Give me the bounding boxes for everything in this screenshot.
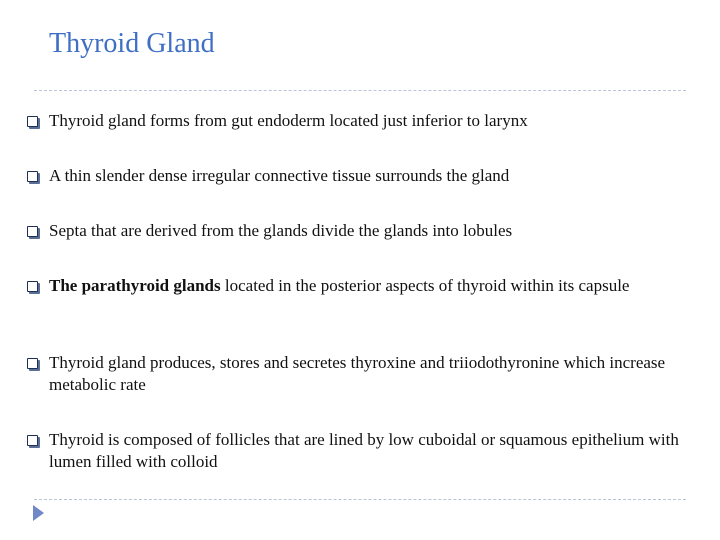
bullet-body-text: Septa that are derived from the glands divide the glands into lobules xyxy=(49,221,513,240)
square-bullet-icon xyxy=(27,226,38,237)
bullet-text xyxy=(49,352,679,396)
square-bullet-icon xyxy=(27,281,38,292)
bullet-body-text: located in the posterior aspects of thyroid within its capsule xyxy=(220,276,630,295)
slide-title: Thyroid Gland xyxy=(49,28,215,59)
bullet-text xyxy=(49,429,679,473)
square-bullet-icon xyxy=(27,435,38,446)
bottom-divider xyxy=(34,499,686,500)
bullet-body-text: Thyroid gland forms from gut endoderm located just inferior to larynx xyxy=(49,111,528,130)
bullet-bold-text: The parathyroid glands xyxy=(49,276,221,295)
bullet-text xyxy=(49,275,679,297)
bullet-body-text: Thyroid is composed of follicles that are lined by low cuboidal or squamous epithelium with lumen filled with colloid xyxy=(49,430,679,471)
square-bullet-icon xyxy=(27,171,38,182)
bullet-body-text: A thin slender dense irregular connective tissue surrounds the gland xyxy=(49,166,510,185)
bullet-text xyxy=(49,110,679,132)
bullet-text xyxy=(49,165,679,187)
bullet-text xyxy=(49,220,679,242)
bullet-body-text: Thyroid gland produces, stores and secretes thyroxine and triiodothyronine which increase metabolic rate xyxy=(49,353,666,394)
triangle-right-icon[interactable] xyxy=(33,505,44,521)
square-bullet-icon xyxy=(27,116,38,127)
square-bullet-icon xyxy=(27,358,38,369)
